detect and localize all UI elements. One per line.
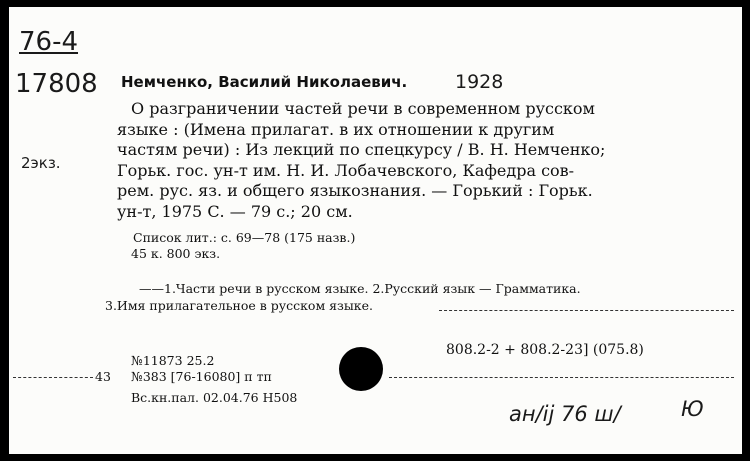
description-line: О разграничении частей речи в современном русском — [131, 99, 595, 118]
bibliography-note: Список лит.: с. 69—78 (175 назв.) — [133, 230, 356, 245]
price-run: 45 к. 800 экз. — [131, 246, 221, 261]
inventory-number: 17808 — [15, 69, 98, 99]
handwritten-year: 1928 — [455, 71, 504, 93]
shelf-mark: 76-4 — [19, 27, 79, 57]
card-number: №11873 25.2 — [131, 353, 215, 368]
description-line: языке : (Имена прилагат. в их отношении к другим — [117, 119, 555, 139]
description-line: Горьк. гос. ун-т им. Н. И. Лобачевского, Кафедра сов- — [117, 160, 575, 180]
description-line: ун-т, 1975 С. — 79 с.; 20 см. — [117, 201, 353, 221]
dashed-rule-right — [389, 377, 734, 378]
handwritten-bottom-mark: Ю — [681, 397, 704, 421]
order-prefix: 43 — [95, 369, 111, 384]
print-note: Вс.кн.пал. 02.04.76 Н508 — [131, 390, 298, 405]
description-line: рем. рус. яз. и общего языкознания. — Горький : Горьк. — [117, 181, 593, 200]
dashed-rule-left — [13, 377, 93, 378]
subject-headings-line2: 3.Имя прилагательное в русском языке. — [105, 298, 373, 313]
handwritten-bottom-note: ан/ij 76 ш/ — [509, 402, 621, 426]
udc-classification: 808.2-2 + 808.2-23] (075.8) — [446, 342, 644, 358]
author-heading: Немченко, Василий Николаевич. — [121, 73, 408, 91]
catalog-card — [9, 7, 742, 454]
dashed-rule-subjects — [439, 310, 734, 311]
description-line: частям речи) : Из лекций по спецкурсу / В. Н. Немченко; — [117, 140, 606, 159]
punch-hole — [339, 347, 383, 391]
bibliographic-description — [117, 99, 692, 222]
order-number: №383 [76-16080] п тп — [131, 369, 272, 384]
subject-headings-line1: ——1.Части речи в русском языке. 2.Русский язык — Грамматика. — [139, 281, 581, 296]
handwritten-copies: 2экз. — [21, 154, 61, 172]
